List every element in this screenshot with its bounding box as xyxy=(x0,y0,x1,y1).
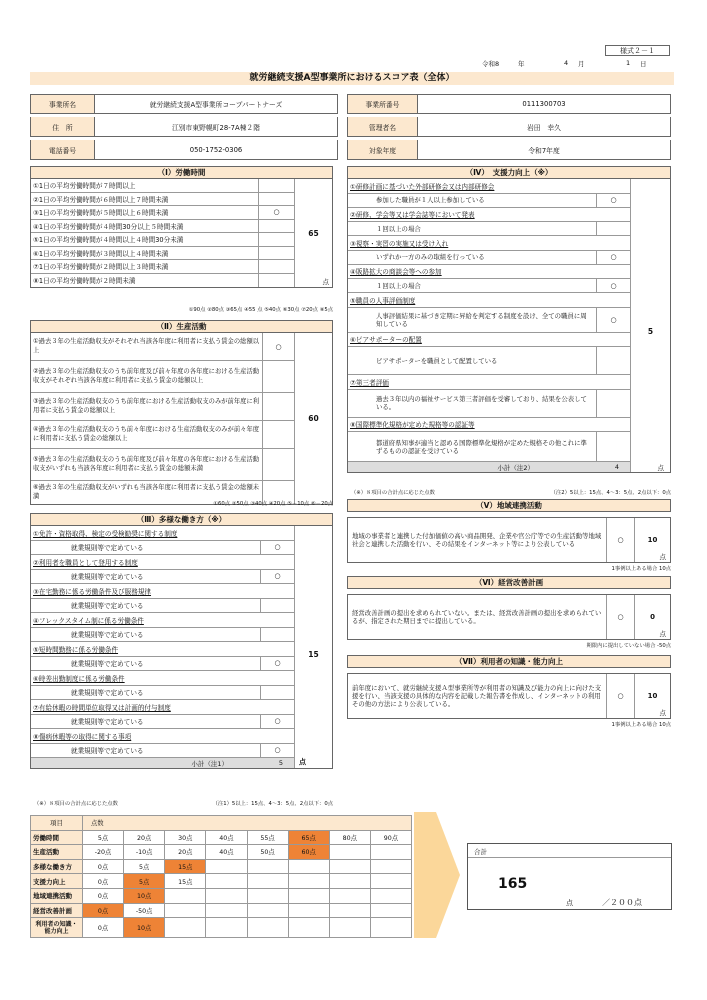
total-box: 合計 165 点 ／２００点 xyxy=(467,843,672,910)
info-row xyxy=(347,117,671,137)
diverse-work-item: ④フレックスタイム制に係る労働条件 xyxy=(31,613,294,628)
diverse-work-item: ⑤短時間勤務に係る労働条件 xyxy=(31,642,294,657)
section-support-capability: （Ⅳ） 支援力向上（※） ①研修計画に基づいた外部研修会又は内部研修会 参加した職員が１人以上参加している ○ ②研修、学会等又は学会誌等において発表 １回以上の場合 ③視察・実習の実施又は受け入れ いずれか一方のみの取組を行っている ○ ④販路拡大の商談会等への参加 １回以上の場合 ○ ⑤職員の人事評価制度 人事評価結果に基づき定期に昇給を判定する制度を設け、全ての職員に周知している ○ ⑥ピアサポーターの配置 ピアサポーターを職員として配置している ⑦第三者評価 過去３年以内の福祉サービス第三者評価を受審しており、結果を公表している。 ⑧国際標準化規格が定めた規格等の認証等 都道府県知事が適当と認める国際標準化規格が定めた規格その他これに準ずるものの認証を受けている 小計（注2） 4 5 点 （※）８項目の合計点に応じた点数 （注2）5以上：15点、4～3：5点、2点以下：0点 xyxy=(347,166,671,473)
info-value: 就労継続支援A型事業所コープパートナーズ xyxy=(149,101,283,109)
work-hours-option: ③1日の平均労働時間が５時間以上６時間未満 ○ xyxy=(31,206,294,220)
facility-info-right xyxy=(347,94,671,160)
diverse-work-item: ①免許・資格取得、検定の受検勧奨に関する制度 xyxy=(31,526,294,541)
info-label: 事業所名 xyxy=(31,95,95,113)
check-mark xyxy=(262,421,294,448)
check-mark xyxy=(260,599,294,613)
support-item: ⑤職員の人事評価制度 xyxy=(348,293,630,308)
summary-cell: -10点 xyxy=(124,845,165,860)
work-hours-note: ①90点 ②80点 ③65点 ④55 点 ⑤40点 ⑥30点 ⑦20点 ⑧5点 xyxy=(188,307,333,313)
production-note: ①60点 ②50点 ③40点 ④20点 ⑤－10点 ⑥－20点 xyxy=(213,501,333,507)
info-row xyxy=(30,94,338,114)
summary-cell: -50点 xyxy=(124,903,165,918)
check-mark xyxy=(260,686,294,700)
check-mark xyxy=(258,233,294,246)
summary-cell: 0点 xyxy=(83,874,124,889)
work-hours-option: ⑥1日の平均労働時間が３時間以上４時間未満 xyxy=(31,247,294,261)
section-diverse-work: （Ⅲ）多様な働き方（※） ①免許・資格取得、検定の受検勧奨に関する制度 就業規則等で定めている ○ ②利用者を職員として登用する制度 就業規則等で定めている ○ ③在宅勤務に係る労働条件及び服務規律 就業規則等で定めている ④フレックスタイム制に係る労働条件 就業規則等で定めている ⑤短時間勤務に係る労働条件 就業規則等で定めている ○ ⑥時差出勤制度に係る労働条件 就業規則等で定めている ⑦有給休暇の時間単位取得又は計画的付与制度 就業規則等で定めている ○ ⑧傷病休暇等の取得に関する事項 就業規則等で定めている ○ 小計（注1） 5 15 点 （※）８項目の合計点に応じた点数 （注1）5以上：15点、4～3：5点、2点以下：0点 xyxy=(30,513,333,769)
check-mark xyxy=(262,361,294,392)
check-mark: ○ xyxy=(260,657,294,671)
summary-cell: 10点 xyxy=(124,888,165,903)
info-label: 管理者名 xyxy=(348,117,418,136)
check-mark xyxy=(258,274,294,288)
summary-cell: 15点 xyxy=(165,859,206,874)
summary-cell: 10点 xyxy=(124,918,165,938)
summary-row: 労働時間 5点 20点 30点 40点 55点 65点 80点 90点 xyxy=(31,830,412,845)
support-item: ⑧国際標準化規格が定めた規格等の認証等 xyxy=(348,418,630,433)
work-hours-option: ⑧1日の平均労働時間が２時間未満 xyxy=(31,274,294,288)
check-mark: ○ xyxy=(596,308,630,332)
document-date: 令和8 年 4 月 1 日 xyxy=(482,59,647,68)
info-label: 住 所 xyxy=(31,117,95,136)
summary-cell: 0点 xyxy=(83,859,124,874)
check-mark xyxy=(258,260,294,273)
work-hours-option: ①1日の平均労働時間が７時間以上 xyxy=(31,179,294,193)
check-mark xyxy=(258,193,294,206)
diverse-work-subtotal: 5 xyxy=(268,759,294,767)
diverse-work-item: ⑦有給休暇の時間単位取得又は計画的付与制度 xyxy=(31,700,294,715)
info-value: 岩田 幸久 xyxy=(527,123,561,132)
summary-cell: 60点 xyxy=(288,845,329,860)
summary-row: 生産活動 -20点 -10点 20点 40点 50点 60点 xyxy=(31,845,412,860)
summary-cell: 65点 xyxy=(288,830,329,845)
summary-cell: 20点 xyxy=(165,845,206,860)
support-item: ④販路拡大の商談会等への参加 xyxy=(348,265,630,280)
work-hours-option: ⑦1日の平均労働時間が２時間以上３時間未満 xyxy=(31,260,294,274)
production-option: ④過去３年の生産活動収支のうち前々年度における生産活動収支のみが前々年度に利用者に支払う賃金の総額以上 xyxy=(31,421,294,449)
check-mark xyxy=(262,449,294,480)
check-mark xyxy=(596,222,630,235)
support-subtotal: 4 xyxy=(614,463,620,471)
check-mark: ○ xyxy=(260,570,294,584)
summary-cell: 80点 xyxy=(329,830,370,845)
production-option: ③過去３年の生産活動収支のうち前年度における生産活動収支のみが前年度に利用者に支払う賃金の総額以上 xyxy=(31,393,294,421)
info-row xyxy=(347,140,671,160)
total-score: 165 xyxy=(498,876,528,892)
check-mark: ○ xyxy=(606,674,634,718)
section-title: （Ⅲ）多様な働き方（※） xyxy=(30,513,333,526)
production-option: ⑥過去３年の生産活動収支がいずれも当該各年度に利用者に支払う賃金の総額未満 xyxy=(31,481,294,504)
summary-row: 利用者の知識・能力向上 0点 10点 xyxy=(31,918,412,938)
production-option: ②過去３年の生産活動収支のうち前年度及び前々年度の各年度における生産活動収支がそれぞれ当該各年度に利用者に支払う賃金の総額以上 xyxy=(31,361,294,393)
summary-cell: 0点 xyxy=(83,903,124,918)
arrow-right-icon xyxy=(414,812,462,938)
info-label: 電話番号 xyxy=(31,140,95,159)
diverse-work-score: 15 xyxy=(308,650,319,659)
section-title: （Ⅱ）生産活動 xyxy=(30,320,333,333)
info-value: 令和7年度 xyxy=(528,146,560,155)
summary-cell: 20点 xyxy=(124,830,165,845)
check-mark xyxy=(596,432,630,461)
facility-info-left xyxy=(30,94,338,160)
production-score: 60 xyxy=(308,414,319,423)
check-mark: ○ xyxy=(606,595,634,639)
summary-row: 地域連携活動 0点 10点 xyxy=(31,888,412,903)
info-value: 0111300703 xyxy=(522,100,566,108)
support-item: ⑥ピアサポーターの配置 xyxy=(348,333,630,348)
section-regional-cooperation: （Ⅴ）地域連携活動 地域の事業者と連携した付加価値の高い商品開発、企業や官公庁等での生産活動等地域社会と連携した活動を行い、その結果をインターネット等により公表している ○ 10 点 1事例以上ある場合 10点 xyxy=(347,499,671,572)
info-row xyxy=(30,140,338,160)
check-mark: ○ xyxy=(596,251,630,264)
info-label: 事業所番号 xyxy=(348,95,418,113)
check-mark: ○ xyxy=(260,541,294,555)
summary-cell: 40点 xyxy=(206,830,247,845)
section-note: 1事例以上ある場合 10点 xyxy=(611,722,671,728)
support-score: 5 xyxy=(647,327,654,336)
support-item: ①研修計画に基づいた外部研修会又は内部研修会 xyxy=(348,179,630,194)
summary-row: 支援力向上 0点 5点 15点 xyxy=(31,874,412,889)
section-management-plan: （Ⅵ）経営改善計画 経営改善計画の提出を求められていない。または、経営改善計画の提出を求められているが、指定された期日までに提出している。 ○ 0 点 期限内に提出していない場合 -50点 xyxy=(347,576,671,649)
info-row xyxy=(30,117,338,137)
check-mark xyxy=(258,179,294,192)
summary-cell: 15点 xyxy=(165,874,206,889)
section-production xyxy=(30,320,333,505)
page-title: 就労継続支援A型事業所におけるスコア表（全体） xyxy=(30,72,674,85)
info-value: 050-1752-0306 xyxy=(189,145,243,154)
diverse-work-item: ⑧傷病休暇等の取得に関する事項 xyxy=(31,729,294,744)
check-mark: ○ xyxy=(262,333,294,360)
info-label: 対象年度 xyxy=(348,140,418,159)
form-number: 様式２－１ xyxy=(605,45,670,56)
check-mark: ○ xyxy=(596,279,630,292)
diverse-work-item: ②利用者を職員として登用する制度 xyxy=(31,555,294,570)
check-mark xyxy=(596,390,630,417)
section-title: （Ⅶ）利用者の知識・能力向上 xyxy=(347,655,671,668)
check-mark: ○ xyxy=(260,744,294,758)
section-title: （Ⅴ）地域連携活動 xyxy=(347,499,671,512)
section-note: 1事例以上ある場合 10点 xyxy=(611,566,671,572)
production-option: ⑤過去３年の生産活動収支のうち前年度及び前々年度の各年度における生産活動収支がいずれも当該各年度に利用者に支払う賃金の総額未満 xyxy=(31,449,294,481)
work-hours-option: ④1日の平均労働時間が４時間30分以上５時間未満 xyxy=(31,220,294,234)
check-mark: ○ xyxy=(596,194,630,207)
summary-cell: 5点 xyxy=(124,874,165,889)
s5-score: 10 xyxy=(647,536,658,544)
summary-cell: 30点 xyxy=(165,830,206,845)
summary-cell: 40点 xyxy=(206,845,247,860)
section-user-skill-improvement: （Ⅶ）利用者の知識・能力向上 前年度において、就労継続支援Ａ型事業所等が利用者の知識及び能力の向上に向けた支援を行い、当該支援の具体的な内容を記載した報告書を作成し、インターネットの利用その他の方法により公表している。 ○ 10 点 1事例以上ある場合 10点 xyxy=(347,655,671,728)
summary-cell: -20点 xyxy=(83,845,124,860)
section-title: （Ⅰ）労働時間 xyxy=(30,166,333,179)
check-mark xyxy=(596,347,630,374)
section-title: （Ⅳ） 支援力向上（※） xyxy=(347,166,671,179)
diverse-work-item: ⑥時差出勤制度に係る労働条件 xyxy=(31,671,294,686)
summary-cell: 50点 xyxy=(247,845,288,860)
work-hours-option: ⑤1日の平均労働時間が４時間以上４時間30分未満 xyxy=(31,233,294,247)
check-mark xyxy=(262,393,294,420)
support-item: ②研修、学会等又は学会誌等において発表 xyxy=(348,208,630,223)
support-item: ⑦第三者評価 xyxy=(348,375,630,390)
score-summary-table: 項目 点数 労働時間 5点 20点 30点 40点 55点 65点 80点 90点 生産活動 -20点 -10点 20点 40点 50点 60点 多様な働き方 0点 5点 15点 支援力向上 0点 5点 15点 地域連携活動 0点 10点 経営改善計画 0点 -50点 利用者の知識・能力向上 0点 10点 xyxy=(30,815,412,938)
support-item: ③視察・実習の実施又は受け入れ xyxy=(348,236,630,251)
diverse-work-item: ③在宅勤務に係る労働条件及び服務規律 xyxy=(31,584,294,599)
info-row xyxy=(347,94,671,114)
check-mark: ○ xyxy=(258,206,294,219)
summary-cell: 0点 xyxy=(83,888,124,903)
check-mark xyxy=(258,247,294,260)
summary-row: 経営改善計画 0点 -50点 xyxy=(31,903,412,918)
section-note: 期限内に提出していない場合 -50点 xyxy=(586,643,671,649)
check-mark: ○ xyxy=(260,715,294,729)
s6-score: 0 xyxy=(650,613,655,621)
summary-cell: 5点 xyxy=(83,830,124,845)
summary-cell: 5点 xyxy=(124,859,165,874)
work-hours-score: 65 xyxy=(308,229,319,238)
summary-cell: 90点 xyxy=(370,830,411,845)
summary-row: 多様な働き方 0点 5点 15点 xyxy=(31,859,412,874)
s7-score: 10 xyxy=(647,692,658,700)
info-value: 江別市東野幌町28-7A棟２階 xyxy=(171,123,261,132)
section-work-hours: （Ⅰ）労働時間 ①1日の平均労働時間が７時間以上 ②1日の平均労働時間が６時間以上７時間未満 ③1日の平均労働時間が５時間以上６時間未満 ○ ④1日の平均労働時間が４時間30分以上５時間未満 ⑤1日の平均労働時間が４時間以上４時間30分未満 ⑥1日の平均労働時間が３時間以上４時間未満 ⑦1日の平均労働時間が２時間以上３時間未満 ⑧1日の平均労働時間が２時間未満 65 点 ①90点 ②80点 ③65点 ④55 点 ⑤40点 ⑥30点 ⑦20点 ⑧5点 xyxy=(30,166,333,288)
check-mark xyxy=(258,220,294,233)
section-title: （Ⅵ）経営改善計画 xyxy=(347,576,671,589)
production-option: ①過去３年の生産活動収支がそれぞれ当該各年度に利用者に支払う賃金の総額以上 ○ xyxy=(31,333,294,361)
summary-cell: 55点 xyxy=(247,830,288,845)
check-mark xyxy=(260,628,294,642)
work-hours-option: ②1日の平均労働時間が６時間以上７時間未満 xyxy=(31,193,294,207)
check-mark: ○ xyxy=(606,518,634,562)
summary-cell: 0点 xyxy=(83,918,124,938)
